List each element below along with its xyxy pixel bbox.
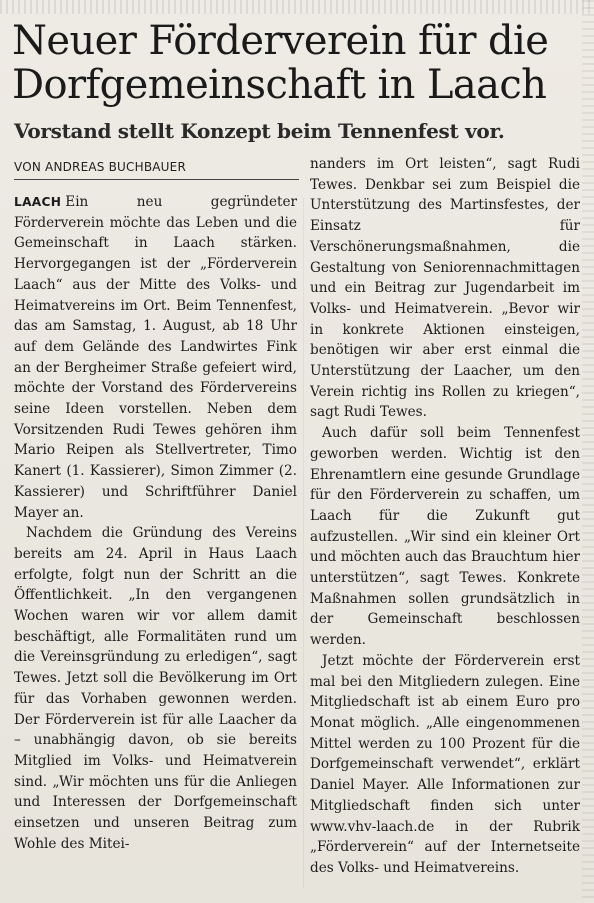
paragraph-text: Ein neu gegründeter Förderverein möchte das Leben und die Gemeinschaft in Laach stärken. Hervorgegangen ist der „Förderverein Laach“ aus der Mitte des Volks- und Heimatvereins im Ort. Beim Tennenfest, das am Samstag, 1. August, ab 18 Uhr auf dem Gelände des Landwirtes Fink an der Bergheimer Straße gefeiert wird, möchte der Vorstand des Fördervereins seine Ideen vorstellen. Neben dem Vorsitzenden Rudi Tewes gehören ihm Mario Reipen als Stellvertreter, Timo Kanert (1. Kassierer), Simon Zimmer (2. Kassierer) und Schriftführer Daniel Mayer an. (14, 194, 297, 521)
dateline: LAACH (14, 195, 62, 209)
bleed-through-texture (0, 0, 594, 14)
bleed-through-texture-right (582, 0, 594, 903)
paragraph: nanders im Ort leisten“, sagt Rudi Tewes. Denkbar sei zum Beispiel die Unterstützung des Martinsfestes, der Einsatz für Verschönerungsmaßnahmen, die Gestaltung von Seniorennachmittagen und ein Beitrag zur Jugendarbeit im Volks- und Heimatverein. „Bevor wir in konkrete Aktionen einsteigen, benötigen wir aber erst einmal die Unterstützung der Laacher, um den Verein richtig ins Rollen zu kriegen“, sagt Rudi Tewes. (310, 156, 580, 421)
column-gutter (303, 198, 304, 888)
headline: Neuer Förderverein für die Dorfgemeinschaft in Laach (12, 18, 549, 108)
paragraph: Auch dafür soll beim Tennenfest geworben werden. Wichtig ist den Ehrenamtlern eine gesunde Grundlage für den Förderverein zu schaffen, um Laach für die Zukunft gut aufzustellen. „Wir sind ein kleiner Ort und möchten auch das Brauchtum hier unterstützen“, sagt Tewes. Konkrete Maßnahmen sollen grundsätzlich in der Gemeinschaft beschlossen werden. (310, 425, 580, 649)
article-column-right (310, 154, 580, 879)
subheadline: Vorstand stellt Konzept beim Tennenfest vor. (14, 119, 505, 143)
article-column-left (14, 192, 297, 855)
byline: VON ANDREAS BUCHBAUER (14, 159, 299, 180)
paragraph: Jetzt möchte der Förderverein erst mal bei den Mitgliedern zulegen. Eine Mitgliedschaft ist ab einem Euro pro Monat möglich. „Alle eingenommenen Mittel werden zu 100 Prozent für die Dorfgemeinschaft verwendet“, erklärt Daniel Mayer. Alle Informationen zur Mitgliedschaft finden sich unter www.vhv-laach.de in der Rubrik „Förderverein“ auf der Internetseite des Volks- und Heimatvereins. (310, 652, 580, 876)
paragraph: Nachdem die Gründung des Vereins bereits am 24. April in Haus Laach erfolgte, folgt nun der Schritt an die Öffentlichkeit. „In den vergangenen Wochen waren wir vor allem damit beschäftigt, alle Formalitäten rund um die Vereinsgründung zu erledigen“, sagt Tewes. Jetzt soll die Bevölkerung im Ort für das Vorhaben gewonnen werden. Der Förderverein ist für alle Laacher da – unabhängig davon, ob sie bereits Mitglied im Volks- und Heimatverein sind. „Wir möchten uns für die Anliegen und Interessen der Dorfgemeinschaft einsetzen und unseren Beitrag zum Wohle des Mitei- (14, 525, 297, 852)
paragraph (14, 192, 297, 523)
